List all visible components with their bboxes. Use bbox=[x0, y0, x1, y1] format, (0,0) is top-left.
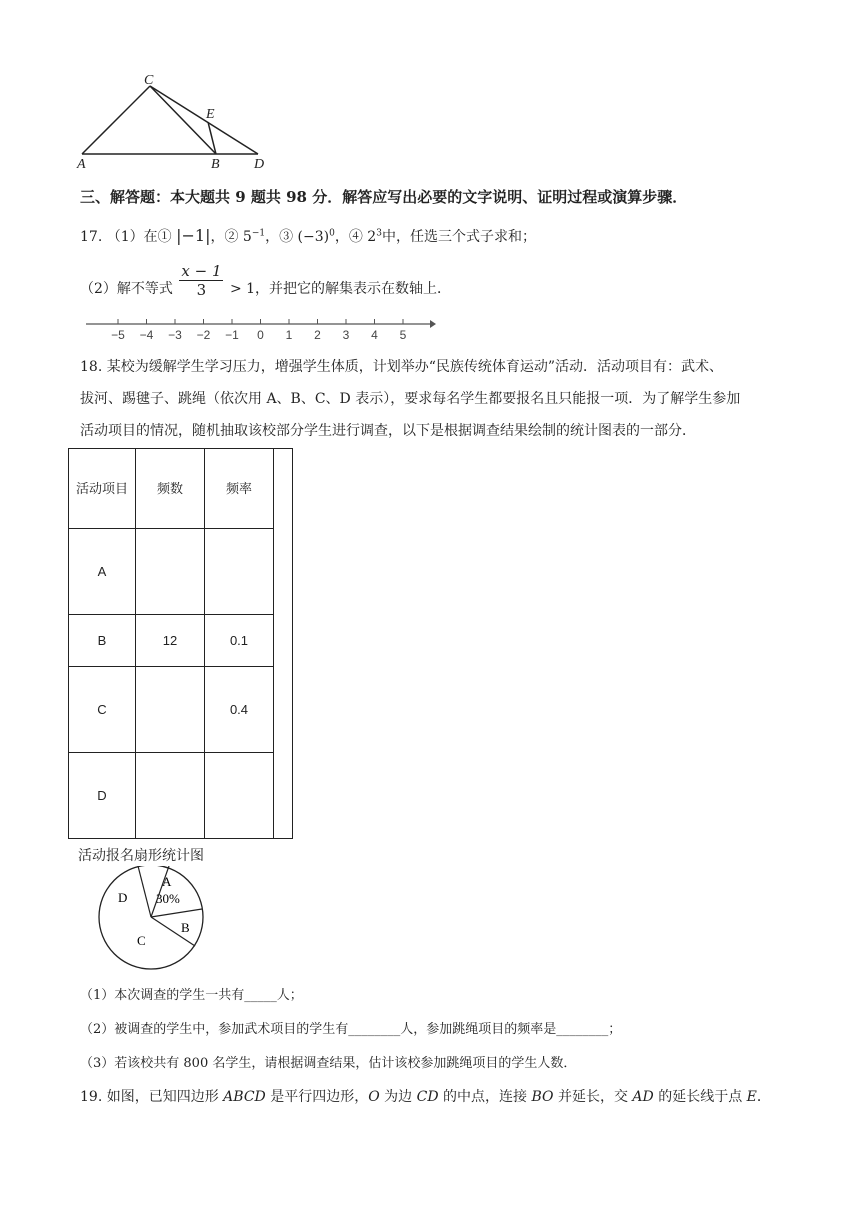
table-row bbox=[69, 615, 293, 667]
table-row bbox=[69, 753, 293, 839]
number-line bbox=[84, 314, 438, 344]
tick-label: 3 bbox=[342, 328, 350, 342]
q19-part: ． bbox=[756, 1089, 771, 1105]
q17-part1 bbox=[80, 226, 536, 246]
header-count: 频数 bbox=[136, 449, 205, 529]
q18-line1: 18. 某校为缓解学生学习压力，增强学生体质，计划举办“民族传统体育运动”活动．活动项目有：武术、 bbox=[80, 359, 724, 375]
q19-part: 19. 如图，已知四边形 bbox=[80, 1089, 224, 1105]
q17-part2-prefix: （2）解不等式 bbox=[80, 281, 173, 297]
q19-part: 为边 bbox=[379, 1089, 417, 1105]
cell-count bbox=[136, 667, 205, 753]
label-a: A bbox=[77, 157, 86, 172]
triangle-figure bbox=[74, 72, 274, 172]
var-abcd: ABCD bbox=[223, 1089, 266, 1105]
q19-part: 的中点，连接 bbox=[438, 1089, 532, 1105]
exp-neg1: −1 bbox=[251, 228, 266, 239]
tick-label: −3 bbox=[168, 328, 182, 342]
q17-part2 bbox=[80, 262, 451, 299]
cell-rate: 0.1 bbox=[205, 615, 274, 667]
cell-item: A bbox=[69, 529, 136, 615]
cell-count: 12 bbox=[136, 615, 205, 667]
expr-power-5: ，② 5 bbox=[210, 229, 252, 245]
q19-part: 并延长，交 bbox=[553, 1089, 633, 1105]
inequality-sign: > 1 bbox=[229, 281, 256, 297]
fraction-numerator: x − 1 bbox=[181, 262, 222, 280]
label-b: B bbox=[211, 157, 220, 172]
q17-part2-suffix: ，并把它的解集表示在数轴上． bbox=[255, 281, 452, 297]
header-item: 活动项目 bbox=[69, 449, 136, 529]
cell-item: C bbox=[69, 667, 136, 753]
exp-zero: 0 bbox=[329, 228, 335, 239]
pie-title: 活动报名扇形统计图 bbox=[78, 848, 204, 864]
q18-sub3: （3）若该校共有 800 名学生，请根据调查结果，估计该校参加跳绳项目的学生人数． bbox=[80, 1056, 577, 1071]
cell-count bbox=[136, 529, 205, 615]
q17-part1-prefix: （1）在① bbox=[106, 229, 172, 245]
q18-line3: 活动项目的情况，随机抽取该校部分学生进行调查，以下是根据调查结果绘制的统计图表的一部分． bbox=[80, 423, 696, 439]
q17-part1-suffix: 中，任选三个式子求和； bbox=[381, 229, 536, 245]
q19-text bbox=[80, 1086, 771, 1106]
fraction-denominator: 3 bbox=[196, 281, 207, 299]
pie-label-c: C bbox=[137, 933, 146, 948]
tick-label: 4 bbox=[371, 328, 378, 342]
cell-item: B bbox=[69, 615, 136, 667]
pie-label-a-pct: 30% bbox=[156, 891, 180, 906]
pie-chart bbox=[96, 866, 206, 972]
header-rate: 频率 bbox=[205, 449, 274, 529]
pie-label-d: D bbox=[118, 890, 128, 905]
tick-label: 2 bbox=[314, 328, 321, 342]
cell-rate bbox=[205, 529, 274, 615]
label-c: C bbox=[144, 73, 154, 88]
abs-expression: |−1| bbox=[176, 226, 211, 245]
var-cd: CD bbox=[416, 1089, 439, 1105]
empty-column bbox=[274, 449, 293, 839]
expr-power-2: ，④ 2 bbox=[334, 229, 377, 245]
section-heading: 三、解答题：本大题共 9 题共 98 分．解答应写出必要的文字说明、证明过程或演算步骤． bbox=[80, 188, 688, 206]
cell-item: D bbox=[69, 753, 136, 839]
q18-sub1: （1）本次调查的学生一共有_____人； bbox=[80, 988, 303, 1003]
tick-label: −2 bbox=[196, 328, 211, 342]
label-d: D bbox=[254, 157, 265, 172]
exp-three: 3 bbox=[376, 228, 382, 239]
q19-part: 的延长线于点 bbox=[653, 1089, 747, 1105]
table-header-row bbox=[69, 449, 293, 529]
q18-sub2: （2）被调查的学生中，参加武术项目的学生有________人，参加跳绳项目的频率是________； bbox=[80, 1022, 622, 1037]
q17-number: 17. bbox=[80, 229, 103, 245]
label-e: E bbox=[206, 107, 215, 122]
expr-neg3: ，③ (−3) bbox=[265, 229, 330, 245]
pie-label-a: A bbox=[162, 874, 172, 889]
tick-label: −4 bbox=[139, 328, 154, 342]
tick-label: 0 bbox=[257, 328, 264, 342]
table-row bbox=[69, 529, 293, 615]
pie-label-b: B bbox=[181, 920, 190, 935]
var-bo: BO bbox=[531, 1089, 554, 1105]
tick-label: 5 bbox=[399, 328, 407, 342]
q19-part: 是平行四边形， bbox=[265, 1089, 369, 1105]
cell-rate: 0.4 bbox=[205, 667, 274, 753]
table-row bbox=[69, 667, 293, 753]
cell-count bbox=[136, 753, 205, 839]
tick-label: −5 bbox=[111, 328, 125, 342]
q18-line2: 拔河、踢毽子、跳绳（依次用 A、B、C、D 表示），要求每名学生都要报名且只能报一项．为了解学生参加 bbox=[80, 391, 741, 407]
var-ad: AD bbox=[632, 1089, 654, 1105]
cell-rate bbox=[205, 753, 274, 839]
tick-label: −1 bbox=[225, 328, 239, 342]
var-e: E bbox=[746, 1089, 757, 1105]
var-o: O bbox=[368, 1089, 380, 1105]
fraction bbox=[179, 262, 223, 299]
frequency-table bbox=[68, 448, 293, 839]
tick-label: 1 bbox=[285, 328, 293, 342]
